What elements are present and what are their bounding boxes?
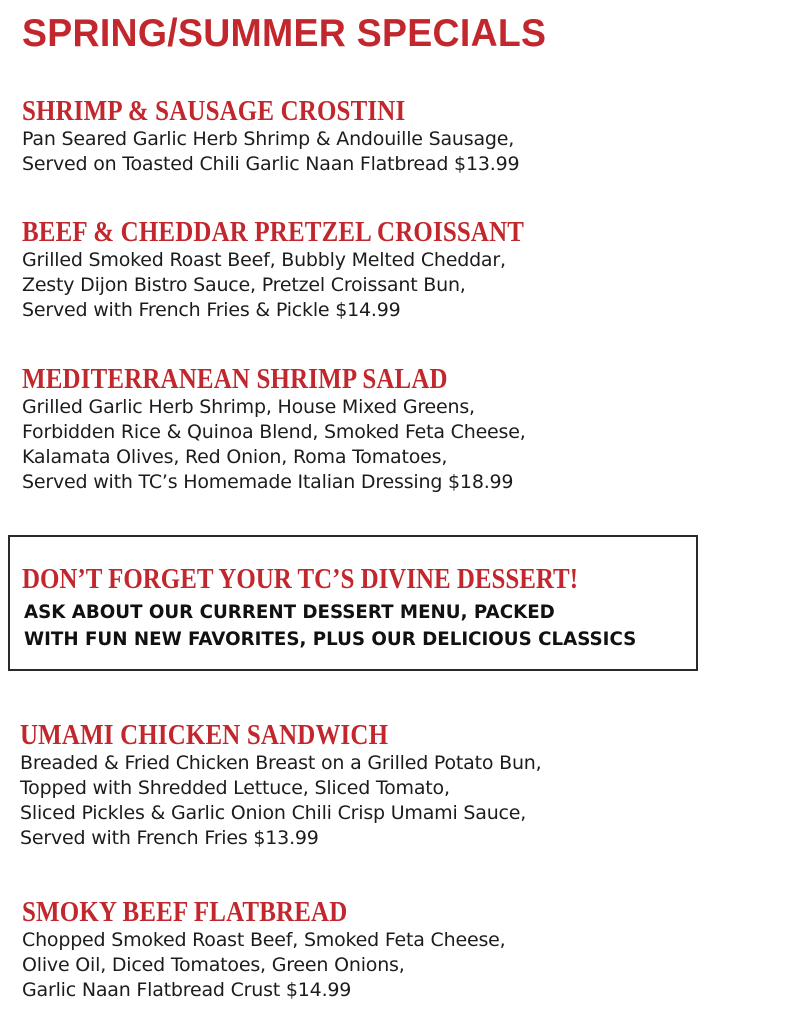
description-line: Chopped Smoked Roast Beef, Smoked Feta Cheese, bbox=[22, 929, 506, 951]
description-line: Forbidden Rice & Quinoa Blend, Smoked Feta Cheese, bbox=[22, 421, 526, 443]
description-line: Kalamata Olives, Red Onion, Roma Tomatoes, bbox=[22, 446, 448, 468]
description-line: Served with French Fries & Pickle $14.99 bbox=[22, 299, 401, 321]
menu-item bbox=[22, 216, 762, 323]
menu-item-name: UMAMI CHICKEN SANDWICH bbox=[20, 719, 389, 751]
description-line: Grilled Garlic Herb Shrimp, House Mixed Greens, bbox=[22, 396, 475, 418]
menu-item bbox=[22, 363, 762, 495]
menu-item-description bbox=[22, 395, 762, 495]
menu-title: SPRING/SUMMER SPECIALS bbox=[22, 12, 547, 55]
description-line: Topped with Shredded Lettuce, Sliced Tomato, bbox=[20, 777, 450, 799]
description-line: Breaded & Fried Chicken Breast on a Grilled Potato Bun, bbox=[20, 752, 542, 774]
menu-item-description bbox=[22, 928, 762, 1003]
menu-item-description bbox=[22, 248, 762, 323]
description-line: Pan Seared Garlic Herb Shrimp & Andouille Sausage, bbox=[22, 128, 515, 150]
dessert-callout-line: WITH FUN NEW FAVORITES, PLUS OUR DELICIOUS CLASSICS bbox=[24, 628, 637, 650]
menu-item-name: SMOKY BEEF FLATBREAD bbox=[22, 896, 348, 928]
description-line: Garlic Naan Flatbread Crust $14.99 bbox=[22, 979, 352, 1001]
menu-item bbox=[22, 896, 762, 1003]
menu-item-name: SHRIMP & SAUSAGE CROSTINI bbox=[22, 95, 406, 127]
menu-item-name: MEDITERRANEAN SHRIMP SALAD bbox=[22, 363, 448, 395]
description-line: Served with TC’s Homemade Italian Dressing $18.99 bbox=[22, 471, 514, 493]
menu-item-name: BEEF & CHEDDAR PRETZEL CROISSANT bbox=[22, 216, 525, 248]
description-line: Served with French Fries $13.99 bbox=[20, 827, 319, 849]
dessert-callout-title: DON’T FORGET YOUR TC’S DIVINE DESSERT! bbox=[22, 563, 579, 595]
description-line: Olive Oil, Diced Tomatoes, Green Onions, bbox=[22, 954, 405, 976]
menu-item-description bbox=[20, 751, 760, 851]
dessert-callout-box bbox=[8, 535, 698, 671]
dessert-callout-line: ASK ABOUT OUR CURRENT DESSERT MENU, PACKED bbox=[24, 601, 555, 623]
menu-item bbox=[22, 95, 762, 177]
description-line: Served on Toasted Chili Garlic Naan Flatbread $13.99 bbox=[22, 153, 520, 175]
description-line: Grilled Smoked Roast Beef, Bubbly Melted Cheddar, bbox=[22, 249, 506, 271]
dessert-callout-text bbox=[24, 599, 636, 653]
description-line: Sliced Pickles & Garlic Onion Chili Crisp Umami Sauce, bbox=[20, 802, 527, 824]
menu-item bbox=[20, 719, 760, 851]
menu-item-description bbox=[22, 127, 762, 177]
description-line: Zesty Dijon Bistro Sauce, Pretzel Croissant Bun, bbox=[22, 274, 466, 296]
